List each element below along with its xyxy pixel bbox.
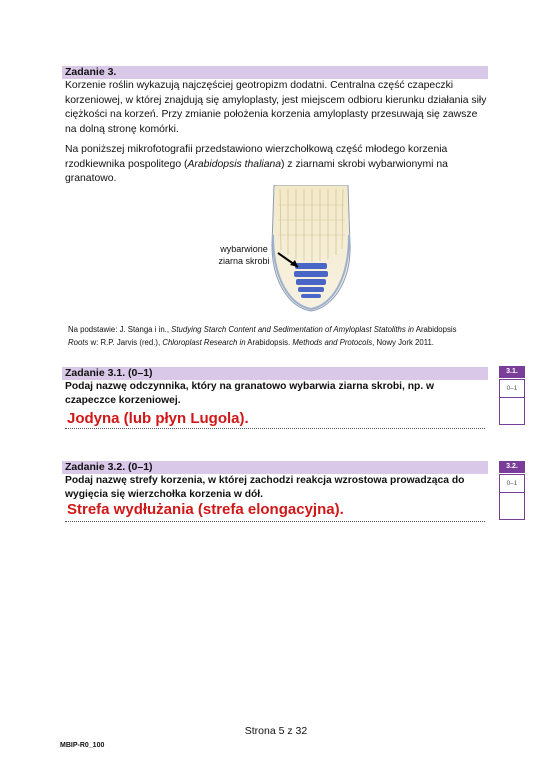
task-3-1-answer[interactable]: Jodyna (lub płyn Lugola).: [67, 410, 249, 427]
task-3-2-question: Podaj nazwę strefy korzenia, w której zachodzi reakcja wzrostowa prowadząca do wygięcia się wierzchołka korzenia w dół.: [65, 475, 465, 500]
task-3-header: [62, 66, 488, 79]
task-3-1-score-range: 0–1: [499, 379, 525, 398]
answer-line: [65, 428, 485, 429]
task-3-2-score-box[interactable]: [499, 492, 525, 520]
task-3-intro: Korzenie roślin wykazują najczęściej geotropizm dodatni. Centralna część czapeczki korzeniowej, w której znajdują się amyloplasty, jest miejscem odbioru kierunku działania siły ciężkości na korzeń. Przy zmianie położenia korzenia amyloplasty przesuwają się zawsze na dolną stronę komórki.: [65, 80, 487, 135]
task-3-title: Zadanie 3.: [65, 66, 117, 78]
task-3-1-score-tag: 3.1.: [499, 366, 525, 378]
figure-source: Na podstawie: J. Stanga i in., Studying Starch Content and Sedimentation of Amyloplast Statoliths in Arabidopsis Roots w: R.P. Jarvis (red.), Chloroplast Research in Arabidopsis. Methods and Protocols, Nowy Jork 2011.: [68, 325, 457, 347]
task-3-2-header: Zadanie 3.2. (0–1): [62, 461, 488, 474]
task-3-1-score-box[interactable]: [499, 397, 525, 425]
page-number: Strona 5 z 32: [244, 725, 308, 737]
exam-code: MBIP-R0_100: [60, 742, 105, 749]
task-3-1-header: Zadanie 3.1. (0–1): [62, 367, 488, 380]
task-3-figure-intro: Na poniższej mikrofotografii przedstawiono wierzchołkową część młodego korzenia rzodkiewnika pospolitego (Arabidopsis thaliana) z ziarnami skrobi wybarwionymi na granatowo.: [65, 144, 448, 184]
answer-line: [65, 521, 485, 522]
task-3-2-answer[interactable]: Strefa wydłużania (strefa elongacyjna).: [67, 501, 344, 518]
task-3-2-score-tag: 3.2.: [499, 461, 525, 473]
task-3-2-score-range: 0–1: [499, 474, 525, 493]
figure-label: wybarwione ziarna skrobi: [218, 244, 270, 266]
root-micrograph: [268, 185, 354, 313]
task-3-1-question: Podaj nazwę odczynnika, który na granatowo wybarwia ziarna skrobi, np. w czapeczce korzeniowej.: [65, 381, 435, 406]
